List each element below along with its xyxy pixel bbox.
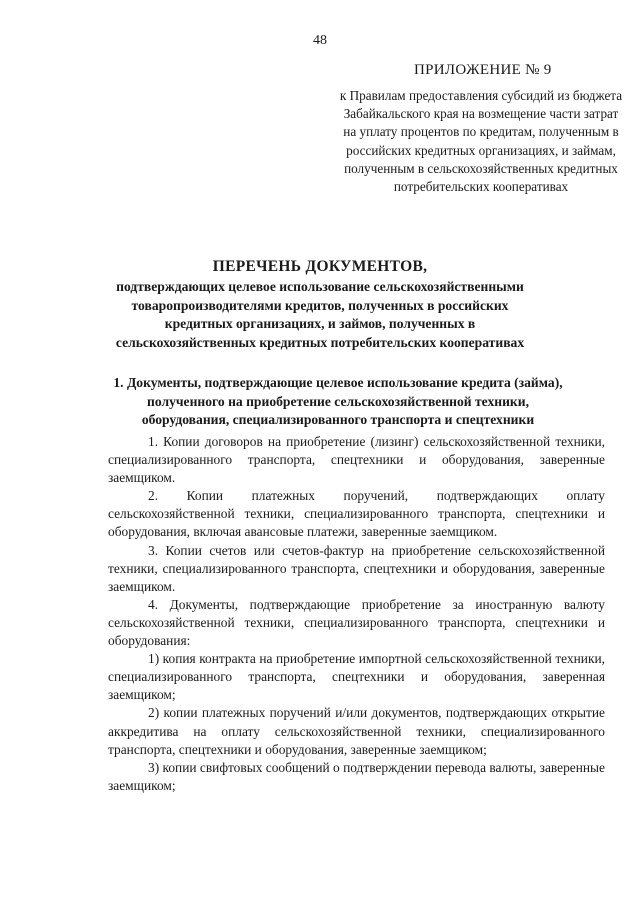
paragraph-item-3: 3. Копии счетов или счетов-фактур на приобретение сельскохозяйственной техники, специализированного транспорта, спецтехники и оборудования, заверенные заемщиком.: [108, 542, 605, 594]
subitem-1: 1) копия контракта на приобретение импортной сельскохозяйственной техники, специализированного транспорта, спецтехники и оборудования, заверенная заемщиком;: [108, 651, 605, 703]
paragraph-item-2: 2. Копии платежных поручений, подтверждающих оплату сельскохозяйственной техники, специализированного транспорта, спецтехники и оборудования, включая авансовые платежи, заверенные заемщиком.: [108, 488, 605, 540]
paragraph-item-1: 1. Копии договоров на приобретение (лизинг) сельскохозяйственной техники, специализированного транспорта, спецтехники и оборудования, заверенные заемщиком.: [108, 434, 605, 486]
appendix-title: ПРИЛОЖЕНИЕ № 9: [414, 62, 552, 78]
subitem-3: 3) копии свифтовых сообщений о подтверждении перевода валюты, заверенные заемщиком;: [108, 759, 605, 793]
section-heading: 1. Документы, подтверждающие целевое использование кредита (займа), полученного на приобретение сельскохозяйственной техники, оборудования, специализированного транспорта и спецтехники: [113, 375, 563, 428]
paragraph-item-4: 4. Документы, подтверждающие приобретение за иностранную валюту сельскохозяйственной техники, специализированного транспорта, спецтехники и оборудования:: [108, 596, 605, 649]
document-subtitle: подтверждающих целевое использование сельскохозяйственными товаропроизводителями кредитов, полученных в российских кредитных организациях, и займов, полученных в сельскохозяйственных кредитных потребительских кооперативах: [115, 279, 525, 350]
section-body: [108, 433, 605, 795]
page-number: 48: [313, 33, 327, 48]
document-title: ПЕРЕЧЕНЬ ДОКУМЕНТОВ,: [212, 258, 428, 275]
subitem-2: 2) копии платежных поручений и/или документов, подтверждающих открытие аккредитива на оплату сельскохозяйственной техники, специализированного транспорта, спецтехники и оборудования, заверенные заемщиком;: [108, 705, 605, 757]
appendix-reference: к Правилам предоставления субсидий из бюджета Забайкальского края на возмещение части затрат на уплату процентов по кредитам, полученным в российских кредитных организациях, и займам, полученным в сельскохозяйственных кредитных потребительских кооперативах: [339, 88, 623, 195]
